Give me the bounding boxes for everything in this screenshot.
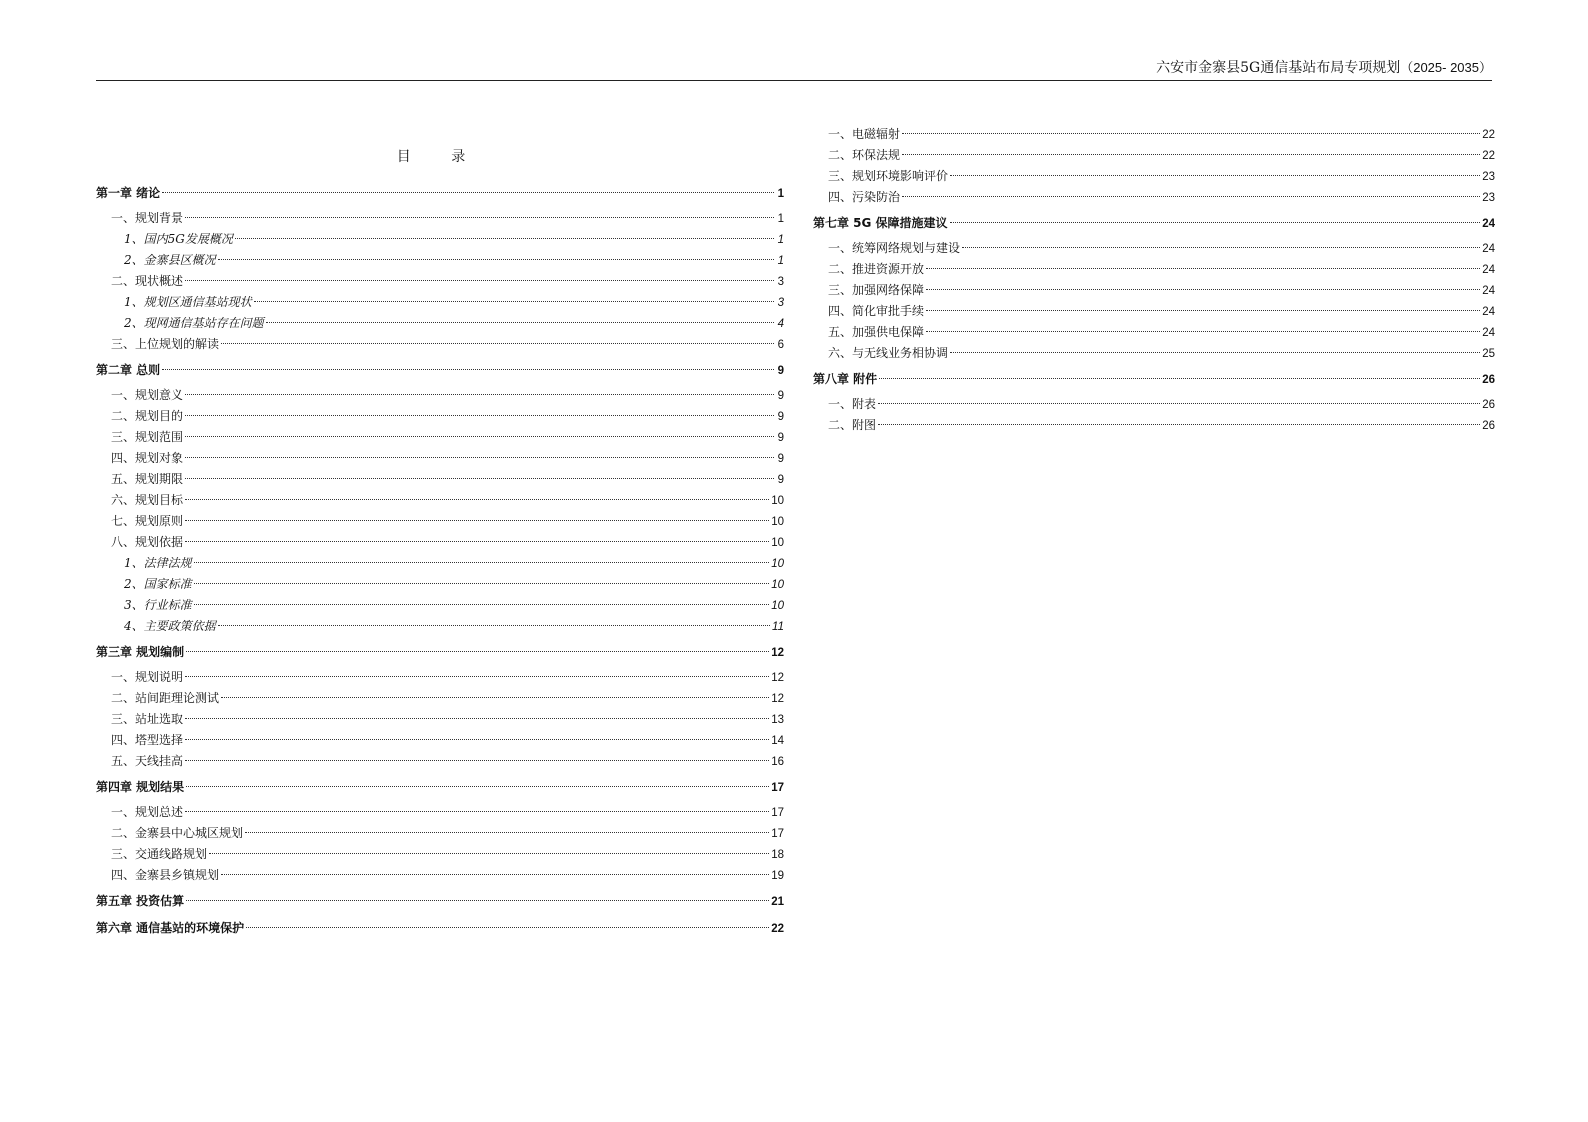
toc-entry-label: 一、电磁辐射 <box>828 127 901 141</box>
toc-subsection-entry[interactable] <box>96 574 784 595</box>
toc-chapter-entry[interactable] <box>96 641 784 664</box>
dot-leader <box>162 369 774 370</box>
toc-page-number: 18 <box>771 849 784 861</box>
toc-entry-label: 四、金寨县乡镇规划 <box>111 868 220 882</box>
toc-page-number: 26 <box>1482 399 1495 411</box>
toc-page-number: 9 <box>777 411 784 423</box>
toc-page-number: 10 <box>771 516 784 528</box>
dot-leader <box>950 352 1480 353</box>
toc-entry-label: 三、交通线路规划 <box>111 847 208 861</box>
toc-entry-label: 三、加强网络保障 <box>828 283 925 297</box>
toc-page-number: 19 <box>771 870 784 882</box>
toc-page-number: 17 <box>771 828 784 840</box>
toc-entry-label: 1、国内5G发展概况 <box>124 232 233 246</box>
dot-leader <box>185 676 769 677</box>
dot-leader <box>218 259 774 260</box>
toc-page-number: 9 <box>777 390 784 402</box>
dot-leader <box>185 217 774 218</box>
toc-entry-label: 八、规划依据 <box>111 535 184 549</box>
toc-page-number: 10 <box>771 558 784 570</box>
toc-entry-label: 七、规划原则 <box>111 514 184 528</box>
toc-section-entry[interactable] <box>96 688 784 709</box>
toc-page-number: 24 <box>1482 327 1495 339</box>
dot-leader <box>185 415 774 416</box>
toc-section-entry[interactable] <box>813 124 1495 145</box>
dot-leader <box>950 222 1481 223</box>
dot-leader <box>878 403 1480 404</box>
toc-section-entry[interactable] <box>96 427 784 448</box>
toc-entry-label: 第七章 5G 保障措施建议 <box>813 216 948 230</box>
toc-section-entry[interactable] <box>813 394 1495 415</box>
toc-section-entry[interactable] <box>96 448 784 469</box>
toc-page-number: 14 <box>771 735 784 747</box>
toc-entry-label: 四、塔型选择 <box>111 733 184 747</box>
toc-entry-label: 六、规划目标 <box>111 493 184 507</box>
toc-entry-label: 三、站址选取 <box>111 712 184 726</box>
toc-section-entry[interactable] <box>96 802 784 823</box>
toc-page-number: 12 <box>771 693 784 705</box>
toc-section-entry[interactable] <box>96 823 784 844</box>
toc-section-entry[interactable] <box>813 322 1495 343</box>
toc-section-entry[interactable] <box>96 751 784 772</box>
dot-leader <box>878 424 1480 425</box>
toc-list-left <box>96 182 784 940</box>
dot-leader <box>185 718 769 719</box>
toc-entry-label: 二、推进资源开放 <box>828 262 925 276</box>
toc-entry-label: 第四章 规划结果 <box>96 780 185 794</box>
toc-page-number: 12 <box>771 672 784 684</box>
toc-section-entry[interactable] <box>813 238 1495 259</box>
toc-entry-label: 二、环保法规 <box>828 148 901 162</box>
toc-page-number: 6 <box>777 339 784 351</box>
toc-section-entry[interactable] <box>96 532 784 553</box>
dot-leader <box>186 900 769 901</box>
toc-subsection-entry[interactable] <box>96 313 784 334</box>
dot-leader <box>185 520 769 521</box>
toc-entry-label: 一、规划说明 <box>111 670 184 684</box>
dot-leader <box>186 786 769 787</box>
toc-entry-label: 第六章 通信基站的环境保护 <box>96 921 245 935</box>
toc-entry-label: 4、主要政策依据 <box>124 619 216 633</box>
toc-page-number: 16 <box>771 756 784 768</box>
toc-page-number: 10 <box>771 495 784 507</box>
toc-entry-label: 六、与无线业务相协调 <box>828 346 949 360</box>
toc-page-number: 23 <box>1482 171 1495 183</box>
toc-page-number: 1 <box>777 213 784 225</box>
toc-entry-label: 三、规划环境影响评价 <box>828 169 949 183</box>
toc-page-number: 22 <box>1482 150 1495 162</box>
toc-page-number: 13 <box>771 714 784 726</box>
toc-page-number: 10 <box>771 579 784 591</box>
toc-page-number: 24 <box>1482 285 1495 297</box>
toc-page-number: 17 <box>771 782 784 794</box>
dot-leader <box>950 175 1480 176</box>
toc-page-number: 3 <box>777 276 784 288</box>
toc-section-entry[interactable] <box>813 301 1495 322</box>
dot-leader <box>186 651 769 652</box>
dot-leader <box>185 499 769 500</box>
toc-page-number: 9 <box>777 432 784 444</box>
toc-entry-label: 一、统筹网络规划与建设 <box>828 241 961 255</box>
toc-entry-label: 二、附图 <box>828 418 877 432</box>
toc-section-entry[interactable] <box>96 490 784 511</box>
toc-subsection-entry[interactable] <box>96 229 784 250</box>
toc-page-number: 3 <box>777 297 784 309</box>
toc-chapter-entry[interactable] <box>96 182 784 205</box>
toc-subsection-entry[interactable] <box>96 595 784 616</box>
toc-entry-label: 2、国家标准 <box>124 577 192 591</box>
toc-entry-label: 2、金寨县区概况 <box>124 253 216 267</box>
toc-entry-label: 五、加强供电保障 <box>828 325 925 339</box>
toc-chapter-entry[interactable] <box>813 212 1495 235</box>
toc-entry-label: 第二章 总则 <box>96 363 161 377</box>
toc-list-right <box>813 124 1495 436</box>
dot-leader <box>254 301 774 302</box>
toc-section-entry[interactable] <box>96 334 784 355</box>
dot-leader <box>902 133 1480 134</box>
toc-page-number: 22 <box>771 923 784 935</box>
dot-leader <box>221 874 769 875</box>
toc-section-entry[interactable] <box>96 385 784 406</box>
toc-section-entry[interactable] <box>96 667 784 688</box>
dot-leader <box>185 760 769 761</box>
toc-entry-label: 第三章 规划编制 <box>96 645 185 659</box>
dot-leader <box>185 280 774 281</box>
toc-section-entry[interactable] <box>813 280 1495 301</box>
toc-page-number: 1 <box>777 188 784 200</box>
toc-entry-label: 三、规划范围 <box>111 430 184 444</box>
toc-section-entry[interactable] <box>96 844 784 865</box>
toc-section-entry[interactable] <box>813 415 1495 436</box>
toc-entry-label: 第一章 绪论 <box>96 186 161 200</box>
toc-page-number: 11 <box>772 621 784 633</box>
toc-page-number: 1 <box>777 255 784 267</box>
dot-leader <box>185 541 769 542</box>
dot-leader <box>962 247 1480 248</box>
toc-section-entry[interactable] <box>96 709 784 730</box>
toc-entry-label: 第五章 投资估算 <box>96 894 185 908</box>
toc-page-number: 9 <box>777 474 784 486</box>
toc-page-number: 10 <box>771 537 784 549</box>
toc-subsection-entry[interactable] <box>96 616 784 637</box>
toc-entry-label: 二、金寨县中心城区规划 <box>111 826 244 840</box>
toc-section-entry[interactable] <box>813 259 1495 280</box>
dot-leader <box>902 196 1480 197</box>
toc-page-number: 24 <box>1482 306 1495 318</box>
toc-entry-label: 一、附表 <box>828 397 877 411</box>
toc-entry-label: 一、规划总述 <box>111 805 184 819</box>
toc-section-entry[interactable] <box>96 865 784 886</box>
toc-section-entry[interactable] <box>96 271 784 292</box>
toc-page-number: 17 <box>771 807 784 819</box>
toc-entry-label: 四、简化审批手续 <box>828 304 925 318</box>
toc-entry-label: 二、站间距理论测试 <box>111 691 220 705</box>
toc-chapter-entry[interactable] <box>96 359 784 382</box>
toc-page-number: 10 <box>771 600 784 612</box>
toc-page-number: 23 <box>1482 192 1495 204</box>
toc-entry-label: 1、规划区通信基站现状 <box>124 295 252 309</box>
dot-leader <box>926 331 1480 332</box>
toc-page-number: 22 <box>1482 129 1495 141</box>
dot-leader <box>926 310 1480 311</box>
toc-entry-label: 四、规划对象 <box>111 451 184 465</box>
dot-leader <box>185 811 769 812</box>
dot-leader <box>879 378 1480 379</box>
toc-entry-label: 三、上位规划的解读 <box>111 337 220 351</box>
toc-title: 目 录 <box>396 149 484 165</box>
toc-chapter-entry[interactable] <box>96 776 784 799</box>
toc-entry-label: 五、天线挂高 <box>111 754 184 768</box>
dot-leader <box>245 832 769 833</box>
toc-right-column <box>813 124 1495 436</box>
toc-chapter-entry[interactable] <box>96 890 784 913</box>
dot-leader <box>194 604 770 605</box>
toc-section-entry[interactable] <box>96 469 784 490</box>
toc-entry-label: 第八章 附件 <box>813 372 878 386</box>
toc-chapter-entry[interactable] <box>96 917 784 940</box>
dot-leader <box>235 238 774 239</box>
toc-page-number: 26 <box>1482 374 1495 386</box>
dot-leader <box>185 436 774 437</box>
toc-entry-label: 一、规划意义 <box>111 388 184 402</box>
toc-page-number: 9 <box>777 453 784 465</box>
dot-leader <box>218 625 770 626</box>
toc-section-entry[interactable] <box>813 343 1495 364</box>
toc-entry-label: 二、现状概述 <box>111 274 184 288</box>
toc-section-entry[interactable] <box>813 187 1495 208</box>
toc-chapter-entry[interactable] <box>813 368 1495 391</box>
dot-leader <box>926 268 1480 269</box>
dot-leader <box>185 478 774 479</box>
dot-leader <box>209 853 769 854</box>
dot-leader <box>246 927 769 928</box>
document-title: 六安市金寨县5G通信基站布局专项规划 <box>1156 60 1401 76</box>
dot-leader <box>185 457 774 458</box>
toc-page-number: 24 <box>1482 264 1495 276</box>
toc-section-entry[interactable] <box>96 730 784 751</box>
toc-entry-label: 一、规划背景 <box>111 211 184 225</box>
toc-subsection-entry[interactable] <box>96 553 784 574</box>
toc-page-number: 26 <box>1482 420 1495 432</box>
toc-section-entry[interactable] <box>96 208 784 229</box>
toc-subsection-entry[interactable] <box>96 250 784 271</box>
toc-page-number: 24 <box>1482 243 1495 255</box>
toc-subsection-entry[interactable] <box>96 292 784 313</box>
toc-page-number: 25 <box>1482 348 1495 360</box>
toc-entry-label: 二、规划目的 <box>111 409 184 423</box>
dot-leader <box>185 394 774 395</box>
dot-leader <box>926 289 1480 290</box>
dot-leader <box>221 697 769 698</box>
toc-entry-label: 2、现网通信基站存在问题 <box>124 316 264 330</box>
toc-entry-label: 1、法律法规 <box>124 556 192 570</box>
dot-leader <box>194 562 770 563</box>
toc-entry-label: 五、规划期限 <box>111 472 184 486</box>
toc-page-number: 9 <box>777 365 784 377</box>
toc-section-entry[interactable] <box>813 145 1495 166</box>
toc-page-number: 1 <box>777 234 784 246</box>
toc-page-number: 24 <box>1482 218 1495 230</box>
dot-leader <box>221 343 774 344</box>
toc-page-number: 21 <box>771 896 784 908</box>
toc-entry-label: 3、行业标准 <box>124 598 192 612</box>
dot-leader <box>902 154 1480 155</box>
dot-leader <box>162 192 774 193</box>
document-years: （2025- 2035） <box>1400 60 1492 75</box>
toc-section-entry[interactable] <box>96 406 784 427</box>
toc-section-entry[interactable] <box>96 511 784 532</box>
toc-page-number: 4 <box>777 318 784 330</box>
toc-section-entry[interactable] <box>813 166 1495 187</box>
toc-page-number: 12 <box>771 647 784 659</box>
dot-leader <box>266 322 774 323</box>
dot-leader <box>194 583 770 584</box>
toc-left-column <box>96 146 784 943</box>
dot-leader <box>185 739 769 740</box>
page-header <box>96 56 1492 81</box>
toc-entry-label: 四、污染防治 <box>828 190 901 204</box>
